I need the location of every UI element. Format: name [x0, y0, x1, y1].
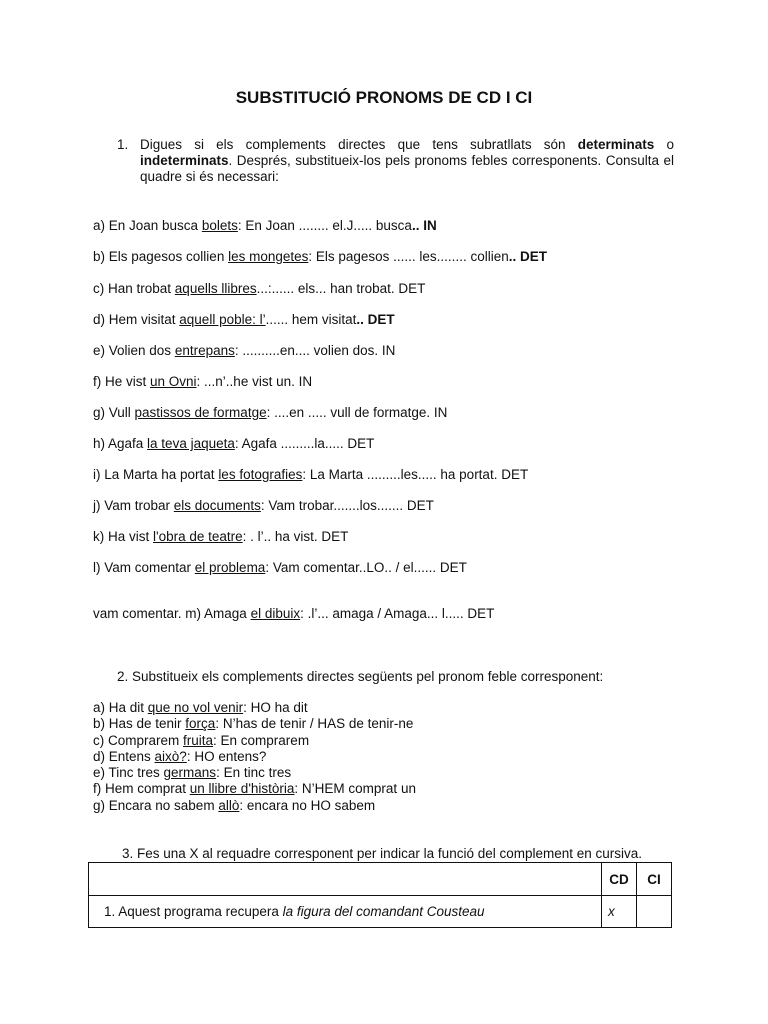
underlined-complement: l'obra de teatre	[153, 529, 243, 544]
underlined-complement: aquell poble: l’	[179, 312, 266, 327]
item-text: vam comentar. m) Amaga	[93, 606, 251, 621]
underlined-complement: un Ovni	[150, 374, 197, 389]
cd-checkbox-cell[interactable]: x	[602, 896, 637, 928]
sentence-text: 1. Aquest programa recupera	[104, 904, 283, 919]
item-text: g) Vull	[93, 405, 135, 420]
bold-term: determinats	[577, 137, 655, 152]
item-answer: : N’has de tenir / HAS de tenir-ne	[215, 716, 414, 732]
list-item	[93, 733, 416, 749]
header-empty-cell	[89, 863, 602, 896]
instruction-text: o	[654, 137, 674, 152]
underlined-complement: les fotografies	[218, 467, 303, 482]
underlined-complement: bolets	[201, 218, 238, 233]
item-answer: : N’HEM comprat un	[294, 781, 416, 797]
item-text: j) Vam trobar	[93, 498, 174, 513]
exercise-1-text	[140, 137, 674, 185]
item-answer: : La Marta .........les..... ha portat. DET	[302, 467, 529, 482]
exercise-item	[93, 560, 467, 575]
item-text: h) Agafa	[93, 436, 148, 451]
item-answer: : Vam trobar.......los....... DET	[260, 498, 434, 513]
exercise-item	[93, 374, 312, 389]
list-item	[93, 781, 416, 797]
item-label: .. IN	[411, 218, 437, 233]
item-answer: : En comprarem	[213, 732, 310, 748]
underlined-complement: això?	[154, 748, 187, 764]
exercise-1-instructions	[117, 137, 674, 185]
instruction-text: Digues si els complements directes que tens subratllats són	[140, 137, 578, 152]
header-cd: CD	[602, 863, 637, 896]
item-label: .. DET	[508, 249, 547, 264]
underlined-complement: força	[185, 716, 216, 732]
item-answer: : HO ha dit	[243, 700, 308, 715]
exercise-item	[93, 498, 434, 513]
header-ci: CI	[637, 863, 672, 896]
item-text: c) Han trobat	[93, 281, 175, 296]
item-text: d) Hem visitat	[93, 312, 180, 327]
table-header-row	[89, 863, 672, 896]
item-text: b) Els pagesos collien	[93, 249, 229, 264]
item-answer: : ...n’..he vist un. IN	[196, 374, 313, 389]
item-answer: : Vam comentar..LO.. / el...... DET	[265, 560, 467, 575]
item-text: b) Has de tenir	[93, 716, 186, 732]
function-table	[88, 862, 672, 928]
item-text: e) Volien dos	[93, 343, 175, 358]
item-answer: : En Joan ........ el.J..... busca	[237, 218, 412, 233]
item-text: g) Encara no sabem	[93, 797, 219, 813]
item-answer: ...... hem visitat	[265, 312, 357, 327]
exercise-item	[93, 281, 425, 296]
item-answer: : Agafa .........la..... DET	[234, 436, 375, 451]
item-text: i) La Marta ha portat	[93, 467, 219, 482]
item-label: .. DET	[356, 312, 395, 327]
underlined-complement: les mongetes	[228, 249, 309, 264]
list-item	[93, 798, 416, 814]
underlined-complement: fruita	[183, 732, 214, 748]
item-text: a) Ha dit	[93, 700, 148, 715]
exercise-item	[93, 529, 348, 544]
exercise-3-heading: 3. Fes una X al requadre corresponent per indicar la funció del complement en cursiva.	[122, 846, 643, 861]
item-text: d) Entens	[93, 748, 155, 764]
underlined-complement: el dibuix	[250, 606, 301, 621]
sentence-cell	[89, 896, 602, 928]
exercise-item	[93, 343, 395, 358]
item-text: e) Tinc tres	[93, 765, 164, 781]
item-answer: : .l’... amaga / Amaga... l..... DET	[300, 606, 495, 621]
list-item	[93, 765, 416, 781]
underlined-complement: aquells llibres	[174, 281, 257, 296]
underlined-complement: la teva jaqueta	[147, 436, 235, 451]
table-row	[89, 896, 672, 928]
underlined-complement: un llibre d'història	[189, 781, 295, 797]
exercise-item	[93, 467, 528, 482]
item-answer: : HO entens?	[186, 748, 267, 764]
exercise-item	[93, 312, 395, 327]
item-text: a) En Joan busca	[93, 218, 202, 233]
instruction-text: . Després, substitueix-los pels pronoms febles corresponents. Consulta el quadre si és necessari:	[140, 153, 674, 184]
underlined-complement: que no vol venir	[147, 700, 244, 715]
item-text: l) Vam comentar	[93, 560, 195, 575]
item-answer: : En tinc tres	[216, 765, 292, 781]
exercise-2-list	[93, 700, 416, 814]
item-answer: : ....en ..... vull de formatge. IN	[266, 405, 448, 420]
underlined-complement: el problema	[194, 560, 266, 575]
bold-term: indeterminats	[140, 153, 229, 168]
italic-complement: la figura del comandant Cousteau	[282, 904, 485, 919]
list-item	[93, 749, 416, 765]
exercise-item	[93, 249, 547, 264]
list-item	[93, 716, 416, 732]
item-text: f) Hem comprat	[93, 781, 190, 797]
underlined-complement: germans	[163, 765, 217, 781]
exercise-item	[93, 606, 494, 621]
item-text: f) He vist	[93, 374, 151, 389]
item-answer: : . l’.. ha vist. DET	[242, 529, 349, 544]
item-answer: ...:...... els... han trobat. DET	[256, 281, 426, 296]
underlined-complement: els documents	[173, 498, 261, 513]
exercise-item	[93, 218, 437, 233]
page-title: SUBSTITUCIÓ PRONOMS DE CD I CI	[235, 88, 533, 107]
exercise-item	[93, 436, 374, 451]
underlined-complement: pastissos de formatge	[134, 405, 267, 420]
list-item	[93, 700, 416, 716]
underlined-complement: allò	[218, 797, 240, 813]
item-text: c) Comprarem	[93, 732, 184, 748]
exercise-2-heading: 2. Substitueix els complements directes següents pel pronom feble corresponent:	[117, 669, 604, 684]
exercise-number: 1.	[117, 137, 129, 152]
exercise-item	[93, 405, 447, 420]
ci-checkbox-cell[interactable]	[637, 896, 672, 928]
item-answer: : encara no HO sabem	[239, 797, 376, 813]
item-answer: : Els pagesos ...... les........ collien	[308, 249, 509, 264]
item-text: k) Ha vist	[93, 529, 154, 544]
item-answer: : ..........en.... volien dos. IN	[234, 343, 396, 358]
underlined-complement: entrepans	[174, 343, 235, 358]
